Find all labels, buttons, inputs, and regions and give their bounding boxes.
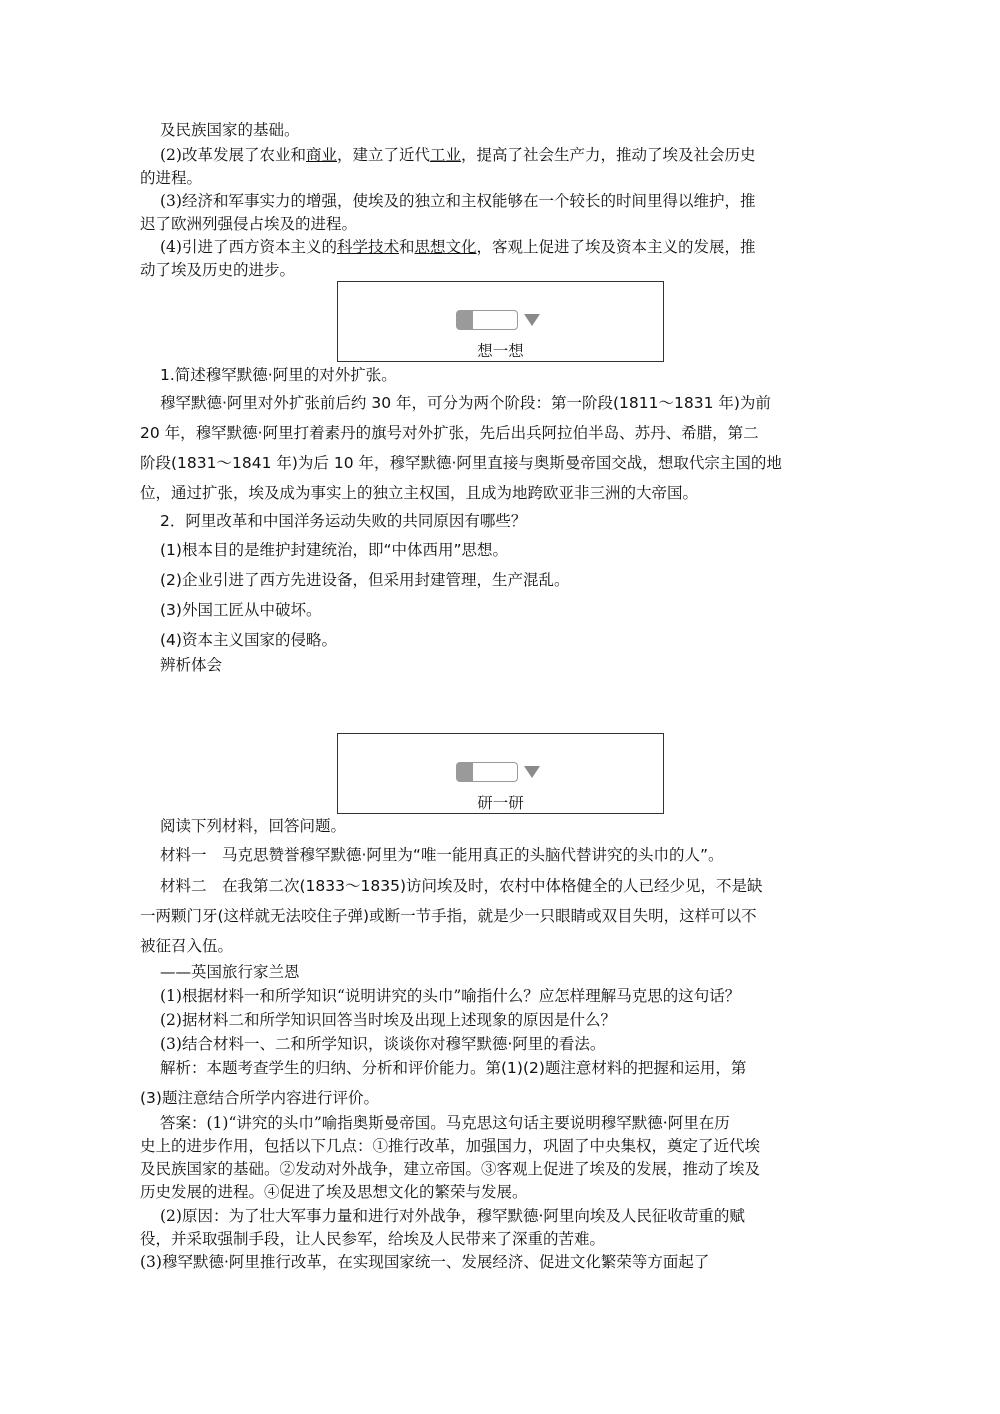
answer-line: 役，并采取强制手段，让人民参军，给埃及人民带来了深重的苦难。 — [140, 1230, 606, 1248]
section-title: 研一研 — [477, 794, 524, 812]
triangle-down-icon — [524, 766, 540, 778]
underlined-term: 思想文化 — [414, 238, 477, 256]
study-question: (3)结合材料一、二和所学知识，谈谈你对穆罕默德·阿里的看法。 — [160, 1035, 606, 1053]
point-2-cont: 的进程。 — [140, 169, 203, 187]
point-3: (3)经济和军事实力的增强，使埃及的独立和主权能够在一个较长的时间里得以维护，推 — [160, 192, 756, 210]
point-2 — [160, 145, 756, 165]
text: ，客观上促进了埃及资本主义的发展，推 — [476, 238, 756, 256]
answer-line: 及民族国家的基础。②发动对外战争，建立帝国。③客观上促进了埃及的发展，推动了埃及 — [140, 1160, 761, 1178]
answer-line: 史上的进步作用，包括以下几点：①推行改革，加强国力，巩固了中央集权，奠定了近代埃 — [140, 1137, 761, 1155]
material-2-line: 一两颗门牙(这样就无法咬住子弹)或断一节手指，就是少一只眼睛或双目失明，这样可以不 — [140, 907, 757, 925]
analysis-line: 解析：本题考查学生的归纳、分析和评价能力。第(1)(2)题注意材料的把握和运用，第 — [160, 1059, 747, 1077]
triangle-down-icon — [524, 314, 540, 326]
answer-line: 答案：(1)“讲究的头巾”喻指奥斯曼帝国。马克思这句话主要说明穆罕默德·阿里在历 — [160, 1114, 730, 1132]
question-1: 1.简述穆罕默德·阿里的对外扩张。 — [160, 366, 397, 384]
underlined-term: 科学技术 — [336, 238, 399, 256]
text: ，建立了近代 — [336, 146, 430, 164]
section-header-study — [337, 733, 664, 814]
intro-line: 及民族国家的基础。 — [160, 121, 300, 139]
text: (4)引进了西方资本主义的 — [160, 238, 337, 256]
answer-2-item: (2)企业引进了西方先进设备，但采用封建管理，生产混乱。 — [160, 571, 570, 589]
answer-1-line: 穆罕默德·阿里对外扩张前后约 30 年，可分为两个阶段：第一阶段(1811～1831 年)为前 — [160, 394, 771, 412]
underlined-term: 工业 — [430, 146, 462, 164]
underlined-term: 商业 — [305, 146, 337, 164]
answer-1-line: 阶段(1831～1841 年)为后 10 年，穆罕默德·阿里直接与奥斯曼帝国交战，想取代宗主国的地 — [140, 454, 782, 472]
answer-2-item: (3)外国工匠从中破坏。 — [160, 601, 322, 619]
material-2-line: 材料二 在我第二次(1833～1835)访问埃及时，农村中体格健全的人已经少见，不是缺 — [160, 877, 763, 895]
answer-line: 历史发展的进程。④促进了埃及思想文化的繁荣与发展。 — [140, 1183, 528, 1201]
answer-2-item: (4)资本主义国家的侵略。 — [160, 631, 337, 649]
answer-1-line: 20 年，穆罕默德·阿里打着素丹的旗号对外扩张，先后出兵阿拉伯半岛、苏丹、希腊，第二 — [140, 424, 759, 442]
reflect-label: 辨析体会 — [160, 656, 223, 674]
material-2-line: 被征召入伍。 — [140, 937, 234, 955]
answer-1-line: 位，通过扩张，埃及成为事实上的独立主权国，且成为地跨欧亚非三洲的大帝国。 — [140, 484, 699, 502]
answer-line: (3)穆罕默德·阿里推行改革，在实现国家统一、发展经济、促进文化繁荣等方面起了 — [140, 1253, 710, 1271]
section-title: 想一想 — [477, 342, 524, 360]
material-source: ——英国旅行家兰恩 — [160, 963, 300, 981]
text: ，提高了社会生产力，推动了埃及社会历史 — [461, 146, 756, 164]
section-tag-icon — [456, 310, 546, 332]
point-4-cont: 动了埃及历史的进步。 — [140, 261, 296, 279]
text: (2)改革发展了农业和 — [160, 146, 306, 164]
point-4 — [160, 237, 756, 257]
study-question: (2)据材料二和所学知识回答当时埃及出现上述现象的原因是什么？ — [160, 1011, 616, 1029]
answer-line: (2)原因：为了壮大军事力量和进行对外战争，穆罕默德·阿里向埃及人民征收苛重的赋 — [160, 1207, 745, 1225]
section-header-think — [337, 281, 664, 362]
study-question: (1)根据材料一和所学知识“说明讲究的头巾”喻指什么？应怎样理解马克思的这句话？ — [160, 987, 741, 1005]
answer-2-item: (1)根本目的是维护封建统治，即“中体西用”思想。 — [160, 541, 509, 559]
text: 和 — [398, 238, 415, 256]
section-tag-icon — [456, 762, 546, 784]
point-3-cont: 迟了欧洲列强侵占埃及的进程。 — [140, 215, 358, 233]
tag-empty — [472, 310, 518, 330]
question-2: 2．阿里改革和中国洋务运动失败的共同原因有哪些？ — [160, 512, 527, 530]
analysis-line: (3)题注意结合所学内容进行评价。 — [140, 1089, 379, 1107]
material-1: 材料一 马克思赞誉穆罕默德·阿里为“唯一能用真正的头脑代替讲究的头巾的人”。 — [160, 846, 724, 864]
study-prompt: 阅读下列材料，回答问题。 — [160, 817, 347, 835]
tag-empty — [472, 762, 518, 782]
